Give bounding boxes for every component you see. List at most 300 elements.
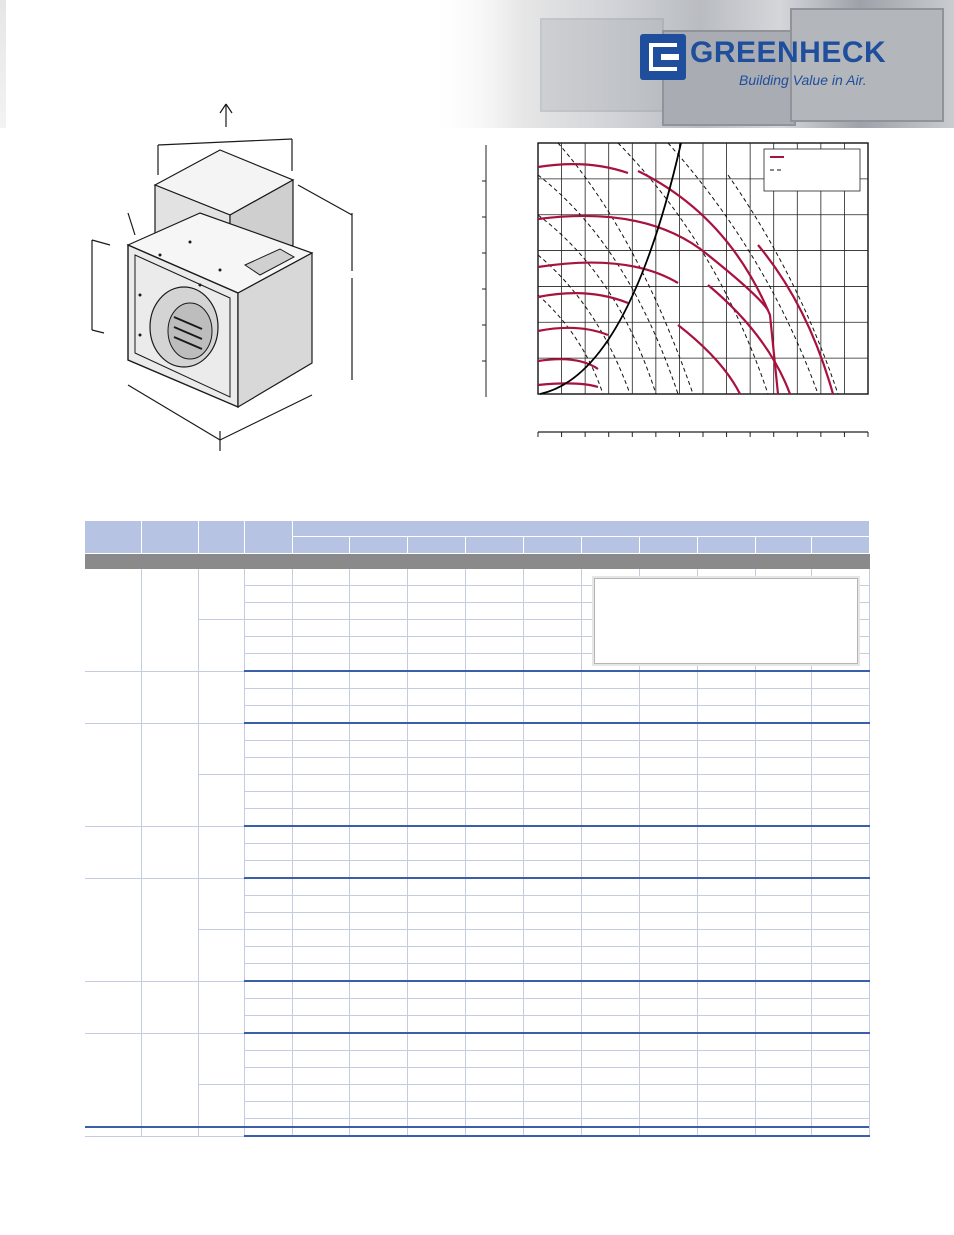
table-cell bbox=[755, 947, 811, 964]
table-cell bbox=[697, 999, 755, 1016]
table-cell bbox=[811, 981, 869, 999]
table-cell bbox=[581, 723, 639, 741]
table-cell bbox=[407, 844, 465, 861]
table-cell bbox=[581, 947, 639, 964]
group-rpm-cell bbox=[141, 723, 198, 826]
table-cell bbox=[755, 809, 811, 827]
table-cell bbox=[755, 844, 811, 861]
table-cell bbox=[639, 861, 697, 879]
table-cell bbox=[523, 964, 581, 982]
cfm-cell bbox=[244, 999, 292, 1016]
table-cell bbox=[639, 706, 697, 724]
table-cell bbox=[349, 809, 407, 827]
table-cell bbox=[697, 1051, 755, 1068]
table-cell bbox=[581, 861, 639, 879]
sp-column-1 bbox=[292, 537, 349, 554]
table-cell bbox=[407, 741, 465, 758]
table-cell bbox=[292, 792, 349, 809]
table-cell bbox=[349, 706, 407, 724]
table-cell bbox=[581, 792, 639, 809]
table-cell bbox=[349, 637, 407, 654]
table-cell bbox=[697, 947, 755, 964]
group-size-cell bbox=[198, 775, 244, 827]
table-cell bbox=[581, 775, 639, 792]
table-cell bbox=[811, 826, 869, 844]
table-cell bbox=[639, 844, 697, 861]
group-size-cell bbox=[198, 723, 244, 775]
table-cell bbox=[292, 981, 349, 999]
cfm-cell bbox=[244, 671, 292, 689]
cfm-cell bbox=[244, 861, 292, 879]
table-cell bbox=[639, 896, 697, 913]
table-cell bbox=[407, 1068, 465, 1085]
group-size-cell bbox=[198, 620, 244, 672]
table-cell bbox=[639, 741, 697, 758]
header-model-cell bbox=[85, 521, 141, 554]
table-cell bbox=[697, 861, 755, 879]
table-cell bbox=[755, 1068, 811, 1085]
table-cell bbox=[811, 1068, 869, 1085]
table-cell bbox=[349, 741, 407, 758]
table-cell bbox=[407, 689, 465, 706]
table-cell bbox=[349, 878, 407, 896]
table-cell bbox=[697, 964, 755, 982]
table-row bbox=[85, 775, 869, 792]
table-cell bbox=[811, 861, 869, 879]
group-size-cell bbox=[198, 671, 244, 723]
table-cell bbox=[407, 1051, 465, 1068]
table-cell bbox=[465, 878, 523, 896]
table-cell bbox=[697, 930, 755, 947]
table-cell bbox=[811, 930, 869, 947]
table-cell bbox=[465, 706, 523, 724]
table-cell bbox=[639, 930, 697, 947]
table-cell bbox=[292, 671, 349, 689]
table-cell bbox=[292, 569, 349, 586]
group-model-cell bbox=[85, 671, 141, 723]
note-box bbox=[594, 578, 858, 664]
table-cell bbox=[292, 654, 349, 672]
table-cell bbox=[523, 654, 581, 672]
table-cell bbox=[349, 1033, 407, 1051]
sp-column-8 bbox=[697, 537, 755, 554]
table-cell bbox=[811, 775, 869, 792]
table-cell bbox=[292, 896, 349, 913]
table-cell bbox=[407, 603, 465, 620]
table-cell bbox=[639, 913, 697, 930]
table-cell bbox=[407, 878, 465, 896]
sp-column-9 bbox=[755, 537, 811, 554]
group-rpm-cell bbox=[141, 671, 198, 723]
table-cell bbox=[581, 826, 639, 844]
table-cell bbox=[811, 689, 869, 706]
table-cell bbox=[292, 775, 349, 792]
table-cell bbox=[755, 896, 811, 913]
sp-column-7 bbox=[639, 537, 697, 554]
sp-column-2 bbox=[349, 537, 407, 554]
table-cell bbox=[811, 1085, 869, 1102]
table-cell bbox=[465, 1051, 523, 1068]
table-cell bbox=[755, 1051, 811, 1068]
table-cell bbox=[349, 671, 407, 689]
header-edge bbox=[0, 0, 6, 128]
table-cell bbox=[639, 999, 697, 1016]
table-cell bbox=[407, 706, 465, 724]
cfm-cell bbox=[244, 792, 292, 809]
table-cell bbox=[811, 792, 869, 809]
table-cell bbox=[697, 826, 755, 844]
table-cell bbox=[407, 930, 465, 947]
group-model-cell bbox=[85, 1033, 141, 1136]
group-size-cell bbox=[198, 569, 244, 620]
table-cell bbox=[811, 878, 869, 896]
cfm-cell bbox=[244, 689, 292, 706]
table-cell bbox=[581, 964, 639, 982]
table-cell bbox=[697, 792, 755, 809]
table-cell bbox=[581, 1033, 639, 1051]
table-cell bbox=[349, 792, 407, 809]
cfm-cell bbox=[244, 896, 292, 913]
table-cell bbox=[523, 586, 581, 603]
table-cell bbox=[523, 878, 581, 896]
table-cell bbox=[523, 999, 581, 1016]
table-cell bbox=[292, 878, 349, 896]
header-static-pressure-cell bbox=[292, 521, 869, 537]
table-cell bbox=[407, 947, 465, 964]
table-cell bbox=[465, 1102, 523, 1119]
table-cell bbox=[465, 844, 523, 861]
cfm-cell bbox=[244, 981, 292, 999]
table-cell bbox=[465, 809, 523, 827]
table-cell bbox=[697, 913, 755, 930]
table-cell bbox=[292, 1068, 349, 1085]
cfm-cell bbox=[244, 826, 292, 844]
table-row bbox=[85, 930, 869, 947]
table-cell bbox=[523, 792, 581, 809]
table-cell bbox=[755, 671, 811, 689]
table-cell bbox=[581, 1051, 639, 1068]
table-cell bbox=[755, 913, 811, 930]
table-cell bbox=[407, 1085, 465, 1102]
table-cell bbox=[465, 964, 523, 982]
table-cell bbox=[581, 913, 639, 930]
table-cell bbox=[465, 586, 523, 603]
table-cell bbox=[639, 981, 697, 999]
table-cell bbox=[811, 1016, 869, 1034]
table-cell bbox=[407, 981, 465, 999]
table-row bbox=[85, 723, 869, 741]
table-cell bbox=[697, 1102, 755, 1119]
table-cell bbox=[697, 741, 755, 758]
table-cell bbox=[349, 758, 407, 775]
table-cell bbox=[639, 1085, 697, 1102]
table-cell bbox=[465, 723, 523, 741]
table-cell bbox=[349, 826, 407, 844]
cfm-cell bbox=[244, 603, 292, 620]
header-size-cell bbox=[198, 521, 244, 554]
table-cell bbox=[581, 844, 639, 861]
header-cfm-cell bbox=[244, 521, 292, 554]
table-cell bbox=[407, 620, 465, 637]
table-cell bbox=[292, 1016, 349, 1034]
table-cell bbox=[292, 637, 349, 654]
table-cell bbox=[755, 689, 811, 706]
table-cell bbox=[697, 809, 755, 827]
table-row bbox=[85, 981, 869, 999]
brand-tagline: Building Value in Air. bbox=[739, 72, 867, 88]
table-cell bbox=[407, 1033, 465, 1051]
cfm-cell bbox=[244, 947, 292, 964]
cfm-cell bbox=[244, 586, 292, 603]
cfm-cell bbox=[244, 1033, 292, 1051]
group-size-cell bbox=[198, 826, 244, 878]
table-cell bbox=[697, 1033, 755, 1051]
table-cell bbox=[523, 861, 581, 879]
table-cell bbox=[523, 706, 581, 724]
table-cell bbox=[465, 689, 523, 706]
table-cell bbox=[349, 723, 407, 741]
table-cell bbox=[697, 775, 755, 792]
table-cell bbox=[407, 896, 465, 913]
table-cell bbox=[811, 741, 869, 758]
table-cell bbox=[523, 723, 581, 741]
table-cell bbox=[639, 723, 697, 741]
table-cell bbox=[581, 758, 639, 775]
table-row bbox=[85, 826, 869, 844]
group-size-cell bbox=[198, 878, 244, 930]
table-cell bbox=[523, 896, 581, 913]
cfm-cell bbox=[244, 654, 292, 672]
cfm-cell bbox=[244, 637, 292, 654]
group-rpm-cell bbox=[141, 826, 198, 878]
table-cell bbox=[292, 826, 349, 844]
table-cell bbox=[465, 1033, 523, 1051]
table-cell bbox=[407, 964, 465, 982]
table-cell bbox=[755, 1102, 811, 1119]
table-cell bbox=[581, 896, 639, 913]
cfm-cell bbox=[244, 569, 292, 586]
cabinet-fan-drawing bbox=[80, 95, 380, 455]
cfm-cell bbox=[244, 809, 292, 827]
sp-column-6 bbox=[581, 537, 639, 554]
table-cell bbox=[349, 947, 407, 964]
table-cell bbox=[755, 741, 811, 758]
table-cell bbox=[811, 1033, 869, 1051]
table-cell bbox=[697, 1085, 755, 1102]
table-cell bbox=[697, 896, 755, 913]
table-cell bbox=[755, 775, 811, 792]
table-cell bbox=[349, 930, 407, 947]
table-cell bbox=[407, 775, 465, 792]
sp-column-3 bbox=[407, 537, 465, 554]
cfm-cell bbox=[244, 620, 292, 637]
table-cell bbox=[581, 1016, 639, 1034]
table-cell bbox=[697, 878, 755, 896]
table-cell bbox=[755, 792, 811, 809]
table-cell bbox=[292, 1033, 349, 1051]
table-row bbox=[85, 1085, 869, 1102]
table-cell bbox=[523, 775, 581, 792]
table-cell bbox=[811, 809, 869, 827]
table-cell bbox=[811, 758, 869, 775]
table-cell bbox=[465, 741, 523, 758]
table-cell bbox=[811, 1102, 869, 1119]
table-cell bbox=[523, 1085, 581, 1102]
table-cell bbox=[523, 930, 581, 947]
chart-y-axis bbox=[482, 145, 486, 397]
table-cell bbox=[639, 826, 697, 844]
cfm-cell bbox=[244, 878, 292, 896]
table-cell bbox=[349, 620, 407, 637]
table-cell bbox=[465, 775, 523, 792]
table-cell bbox=[292, 809, 349, 827]
table-cell bbox=[292, 1085, 349, 1102]
table-cell bbox=[407, 654, 465, 672]
table-cell bbox=[292, 947, 349, 964]
table-cell bbox=[465, 930, 523, 947]
table-cell bbox=[523, 620, 581, 637]
table-cell bbox=[811, 723, 869, 741]
table-cell bbox=[292, 930, 349, 947]
table-cell bbox=[292, 706, 349, 724]
table-cell bbox=[639, 758, 697, 775]
group-rpm-cell bbox=[141, 1033, 198, 1136]
table-cell bbox=[465, 896, 523, 913]
table-cell bbox=[292, 964, 349, 982]
table-cell bbox=[407, 1102, 465, 1119]
cfm-cell bbox=[244, 1068, 292, 1085]
table-cell bbox=[523, 947, 581, 964]
table-cell bbox=[465, 637, 523, 654]
table-cell bbox=[755, 1085, 811, 1102]
table-cell bbox=[349, 1085, 407, 1102]
table-cell bbox=[407, 723, 465, 741]
table-cell bbox=[639, 1016, 697, 1034]
table-cell bbox=[755, 878, 811, 896]
table-cell bbox=[292, 861, 349, 879]
table-cell bbox=[639, 1102, 697, 1119]
table-cell bbox=[755, 1016, 811, 1034]
table-cell bbox=[407, 1016, 465, 1034]
table-cell bbox=[523, 1102, 581, 1119]
table-cell bbox=[465, 654, 523, 672]
table-cell bbox=[292, 689, 349, 706]
group-model-cell bbox=[85, 723, 141, 826]
group-rpm-cell bbox=[141, 981, 198, 1033]
table-cell bbox=[292, 620, 349, 637]
table-cell bbox=[581, 1068, 639, 1085]
greenheck-logo bbox=[640, 34, 887, 94]
cfm-cell bbox=[244, 758, 292, 775]
table-cell bbox=[465, 620, 523, 637]
table-cell bbox=[639, 1033, 697, 1051]
table-cell bbox=[523, 844, 581, 861]
table-cell bbox=[581, 1085, 639, 1102]
table-cell bbox=[465, 792, 523, 809]
table-cell bbox=[811, 999, 869, 1016]
table-cell bbox=[292, 741, 349, 758]
table-cell bbox=[523, 1068, 581, 1085]
table-cell bbox=[523, 826, 581, 844]
group-size-cell bbox=[198, 930, 244, 982]
sp-column-4 bbox=[465, 537, 523, 554]
cfm-cell bbox=[244, 723, 292, 741]
table-cell bbox=[523, 758, 581, 775]
table-cell bbox=[407, 792, 465, 809]
table-cell bbox=[811, 844, 869, 861]
cfm-cell bbox=[244, 1085, 292, 1102]
table-cell bbox=[581, 706, 639, 724]
table-cell bbox=[755, 723, 811, 741]
table-cell bbox=[465, 947, 523, 964]
table-cell bbox=[697, 981, 755, 999]
table-cell bbox=[349, 861, 407, 879]
table-cell bbox=[697, 671, 755, 689]
table-row bbox=[85, 1033, 869, 1051]
table-cell bbox=[639, 792, 697, 809]
cfm-cell bbox=[244, 775, 292, 792]
table-cell bbox=[639, 689, 697, 706]
table-cell bbox=[292, 999, 349, 1016]
table-cell bbox=[523, 689, 581, 706]
table-cell bbox=[349, 1102, 407, 1119]
table-cell bbox=[349, 1016, 407, 1034]
table-cell bbox=[349, 654, 407, 672]
table-cell bbox=[292, 844, 349, 861]
table-cell bbox=[581, 981, 639, 999]
table-cell bbox=[811, 964, 869, 982]
table-cell bbox=[581, 689, 639, 706]
table-cell bbox=[639, 947, 697, 964]
cfm-cell bbox=[244, 964, 292, 982]
table-cell bbox=[465, 603, 523, 620]
table-cell bbox=[639, 775, 697, 792]
table-cell bbox=[581, 741, 639, 758]
table-cell bbox=[349, 913, 407, 930]
table-cell bbox=[349, 775, 407, 792]
group-size-cell bbox=[198, 1085, 244, 1137]
table-cell bbox=[407, 671, 465, 689]
table-bottom-rule bbox=[85, 1126, 869, 1128]
table-cell bbox=[349, 981, 407, 999]
cfm-cell bbox=[244, 1051, 292, 1068]
cfm-cell bbox=[244, 844, 292, 861]
table-cell bbox=[755, 758, 811, 775]
table-cell bbox=[755, 826, 811, 844]
cfm-cell bbox=[244, 1102, 292, 1119]
table-cell bbox=[465, 913, 523, 930]
table-cell bbox=[581, 999, 639, 1016]
table-section-bar bbox=[85, 554, 869, 569]
table-cell bbox=[349, 964, 407, 982]
table-cell bbox=[811, 947, 869, 964]
cfm-cell bbox=[244, 1016, 292, 1034]
table-cell bbox=[407, 637, 465, 654]
table-cell bbox=[811, 896, 869, 913]
group-size-cell bbox=[198, 1033, 244, 1085]
sp-column-5 bbox=[523, 537, 581, 554]
table-cell bbox=[697, 1068, 755, 1085]
table-cell bbox=[465, 758, 523, 775]
brand-wordmark: GREENHECK bbox=[690, 36, 887, 69]
table-cell bbox=[292, 913, 349, 930]
table-cell bbox=[349, 896, 407, 913]
table-cell bbox=[292, 1051, 349, 1068]
sp-column-10 bbox=[811, 537, 869, 554]
table-cell bbox=[523, 603, 581, 620]
table-cell bbox=[523, 913, 581, 930]
table-cell bbox=[811, 671, 869, 689]
